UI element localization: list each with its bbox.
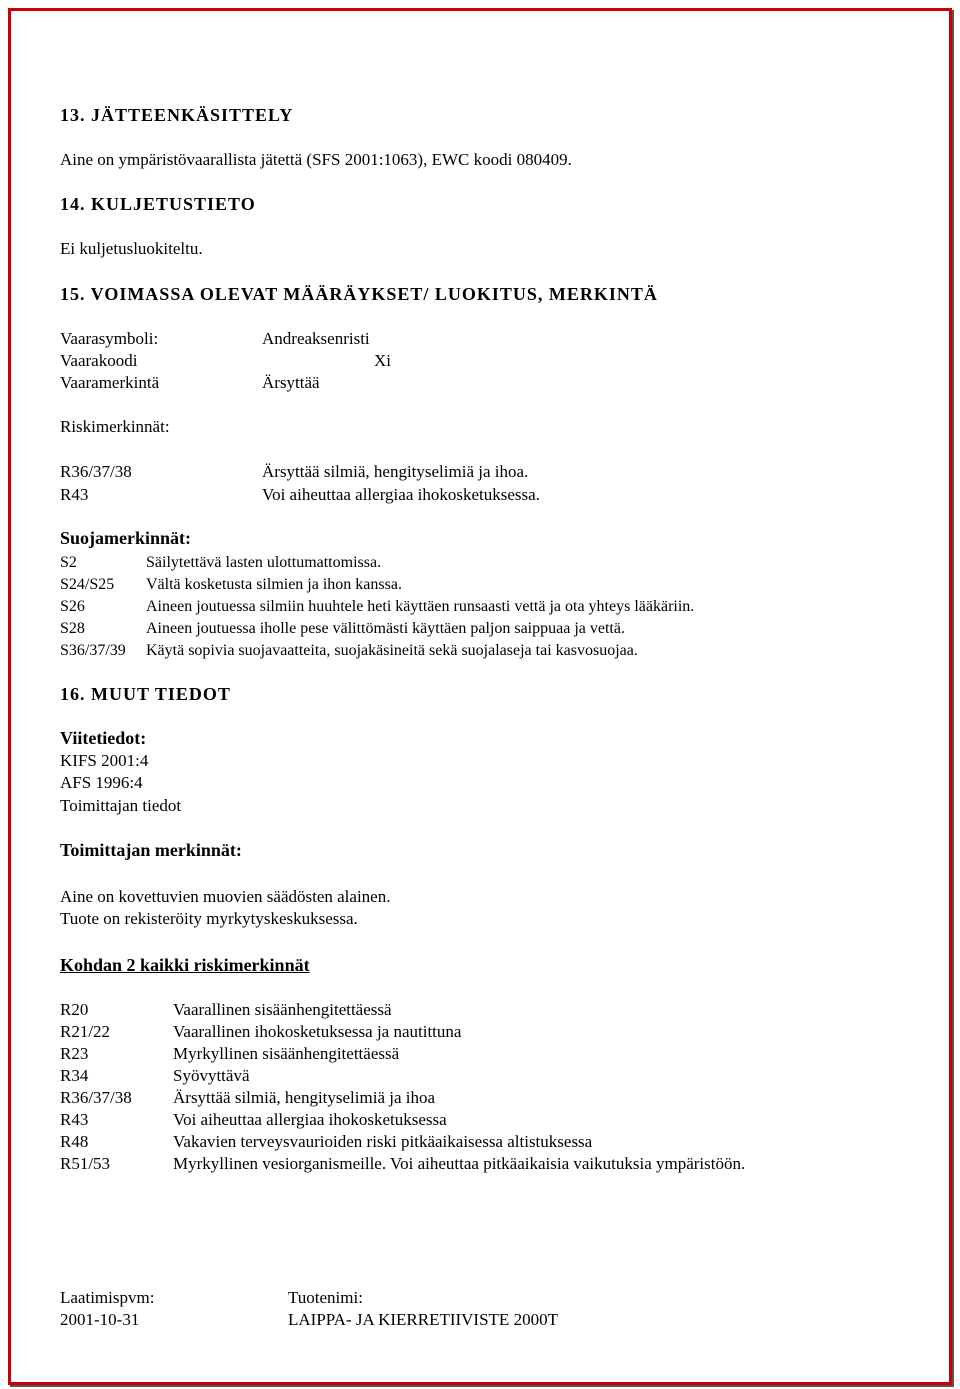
safety-text: Säilytettävä lasten ulottumattomissa.: [146, 554, 382, 571]
all-risks-heading: Kohdan 2 kaikki riskimerkinnät: [60, 955, 310, 975]
section-14-text: Ei kuljetusluokiteltu.: [60, 239, 203, 258]
all-risks-code: R23: [60, 1044, 89, 1063]
risk-text: Ärsyttää silmiä, hengityselimiä ja ihoa.: [262, 462, 529, 481]
all-risks-code: R43: [60, 1110, 89, 1129]
all-risks-code: R34: [60, 1066, 89, 1085]
safety-text: Aineen joutuessa silmiin huuhtele heti käyttäen runsaasti vettä ja ota yhteys lääkäriin.: [146, 598, 695, 615]
hazard-label: Vaaramerkintä: [60, 373, 160, 392]
safety-text: Käytä sopivia suojavaatteita, suojakäsineitä sekä suojalaseja tai kasvosuojaa.: [146, 642, 638, 659]
safety-code: S28: [60, 620, 85, 637]
hazard-value: Andreaksenristi: [262, 329, 370, 348]
supplier-note: Tuote on rekisteröity myrkytyskeskuksessa.: [60, 909, 358, 928]
hazard-label: Vaarasymboli:: [60, 329, 159, 348]
footer-date-label: Laatimispvm:: [60, 1288, 155, 1307]
safety-code: S24/S25: [60, 576, 115, 593]
all-risks-text: Vakavien terveysvaurioiden riski pitkäaikaisessa altistuksessa: [173, 1132, 593, 1151]
risk-heading: Riskimerkinnät:: [60, 417, 170, 436]
all-risks-code: R20: [60, 1000, 89, 1019]
reference-item: KIFS 2001:4: [60, 751, 149, 770]
all-risks-text: Myrkyllinen vesiorganismeille. Voi aiheuttaa pitkäaikaisia vaikutuksia ympäristöön.: [173, 1154, 746, 1173]
all-risks-text: Voi aiheuttaa allergiaa ihokosketuksessa: [173, 1110, 447, 1129]
footer-date-value: 2001-10-31: [60, 1310, 140, 1329]
all-risks-code: R51/53: [60, 1154, 111, 1173]
all-risks-text: Myrkyllinen sisäänhengitettäessä: [173, 1044, 400, 1063]
risk-code: R36/37/38: [60, 462, 132, 481]
safety-text: Aineen joutuessa iholle pese välittömästi käyttäen paljon saippuaa ja vettä.: [146, 620, 625, 637]
section-13-heading: 13. JÄTTEENKÄSITTELY: [60, 105, 294, 125]
all-risks-text: Syövyttävä: [173, 1066, 250, 1085]
risk-code: R43: [60, 485, 89, 504]
safety-code: S26: [60, 598, 85, 615]
all-risks-code: R21/22: [60, 1022, 111, 1041]
all-risks-text: Vaarallinen ihokosketuksessa ja nautittuna: [173, 1022, 462, 1041]
all-risks-text: Ärsyttää silmiä, hengityselimiä ja ihoa: [173, 1088, 436, 1107]
section-15-heading: 15. VOIMASSA OLEVAT MÄÄRÄYKSET/ LUOKITUS, MERKINTÄ: [60, 284, 658, 304]
section-14-heading: 14. KULJETUSTIETO: [60, 194, 256, 214]
safety-text: Vältä kosketusta silmien ja ihon kanssa.: [146, 576, 402, 593]
hazard-label: Vaarakoodi: [60, 351, 138, 370]
safety-heading: Suojamerkinnät:: [60, 528, 192, 548]
footer-product-value: LAIPPA- JA KIERRETIIVISTE 2000T: [288, 1310, 558, 1329]
section-13-text: Aine on ympäristövaarallista jätettä (SFS 2001:1063), EWC koodi 080409.: [60, 150, 572, 169]
references-heading: Viitetiedot:: [60, 728, 147, 748]
supplier-note: Aine on kovettuvien muovien säädösten alainen.: [60, 887, 391, 906]
section-16-heading: 16. MUUT TIEDOT: [60, 684, 231, 704]
supplier-heading: Toimittajan merkinnät:: [60, 840, 242, 860]
safety-code: S2: [60, 554, 77, 571]
hazard-value: Xi: [374, 351, 391, 370]
reference-item: AFS 1996:4: [60, 773, 143, 792]
risk-text: Voi aiheuttaa allergiaa ihokosketuksessa.: [262, 485, 540, 504]
hazard-value: Ärsyttää: [262, 373, 320, 392]
all-risks-text: Vaarallinen sisäänhengitettäessä: [173, 1000, 392, 1019]
all-risks-code: R36/37/38: [60, 1088, 132, 1107]
footer-product-label: Tuotenimi:: [288, 1288, 363, 1307]
reference-item: Toimittajan tiedot: [60, 796, 182, 815]
all-risks-code: R48: [60, 1132, 89, 1151]
safety-code: S36/37/39: [60, 642, 126, 659]
